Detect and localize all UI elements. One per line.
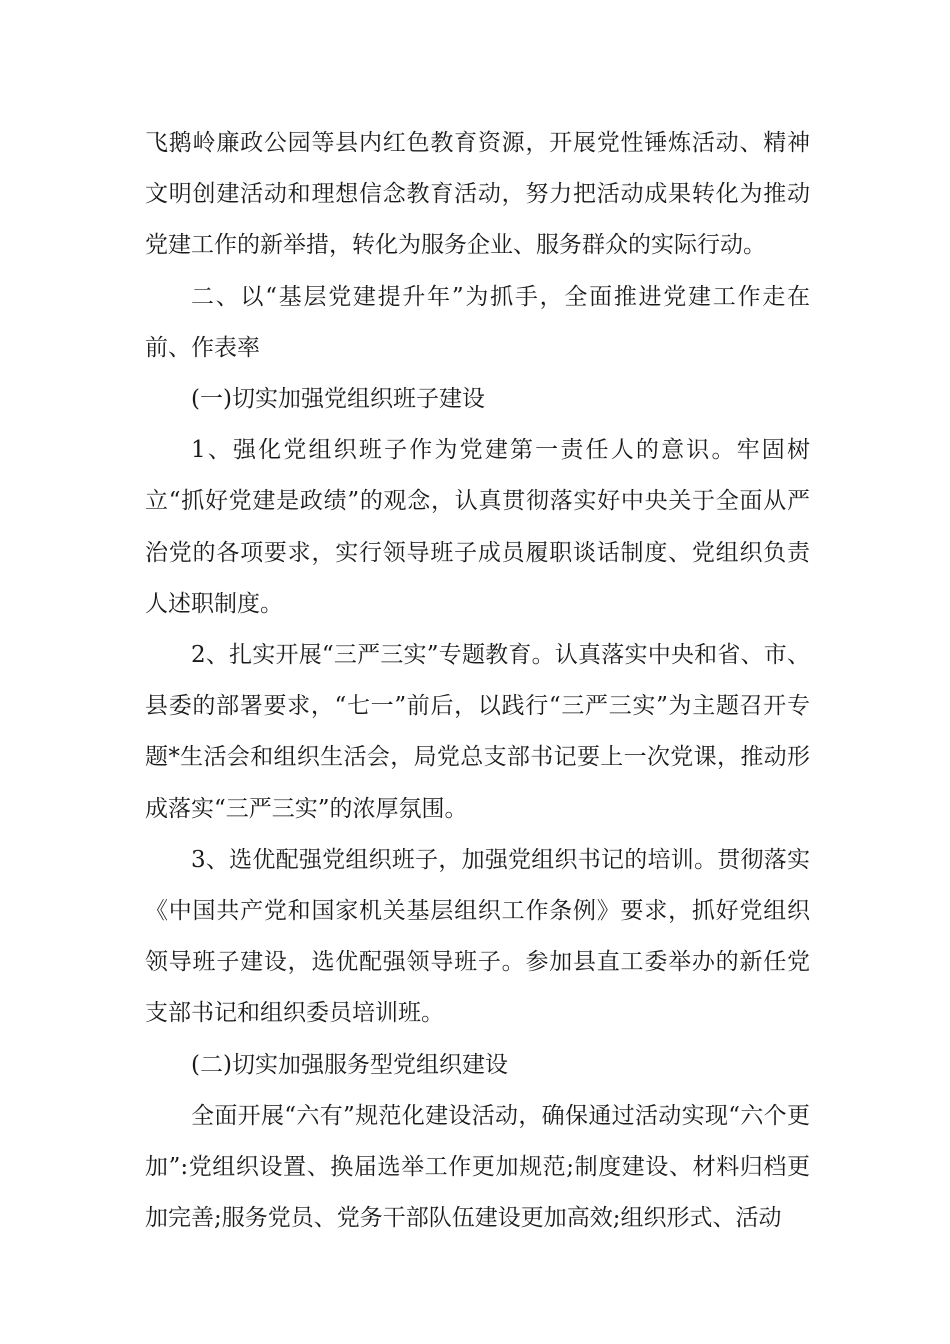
subsection-heading: (一)切实加强党组织班子建设	[191, 386, 485, 413]
document-body	[145, 118, 810, 1244]
body-paragraph: 2、扎实开展“三严三实”专题教育。认真落实中央和省、市、县委的部署要求，“七一”前后，以践行“三严三实”为主题召开专题*生活会和组织生活会，局党总支部书记要上一次党课，推动形成落实“三严三实”的浓厚氛围。	[145, 642, 810, 822]
body-paragraph: 3、选优配强党组织班子，加强党组织书记的培训。贯彻落实《中国共产党和国家机关基层组织工作条例》要求，抓好党组织领导班子建设，选优配强领导班子。参加县直工委举办的新任党支部书记和组织委员培训班。	[145, 846, 810, 1027]
subsection-heading: (二)切实加强服务型党组织建设	[191, 1051, 508, 1078]
section-heading: 二、以“基层党建提升年”为抓手，全面推进党建工作走在前、作表率	[145, 283, 810, 361]
body-paragraph: 1、强化党组织班子作为党建第一责任人的意识。牢固树立“抓好党建是政绩”的观念，认真贯彻落实好中央关于全面从严治党的各项要求，实行领导班子成员履职谈话制度、党组织负责人述职制度。	[145, 437, 810, 617]
body-paragraph: 飞鹅岭廉政公园等县内红色教育资源，开展党性锤炼活动、精神文明创建活动和理想信念教育活动，努力把活动成果转化为推动党建工作的新举措，转化为服务企业、服务群众的实际行动。	[145, 130, 810, 259]
body-paragraph: 全面开展“六有”规范化建设活动，确保通过活动实现“六个更加”:党组织设置、换届选举工作更加规范;制度建设、材料归档更加完善;服务党员、党务干部队伍建设更加高效;组织形式、活动	[145, 1102, 810, 1232]
